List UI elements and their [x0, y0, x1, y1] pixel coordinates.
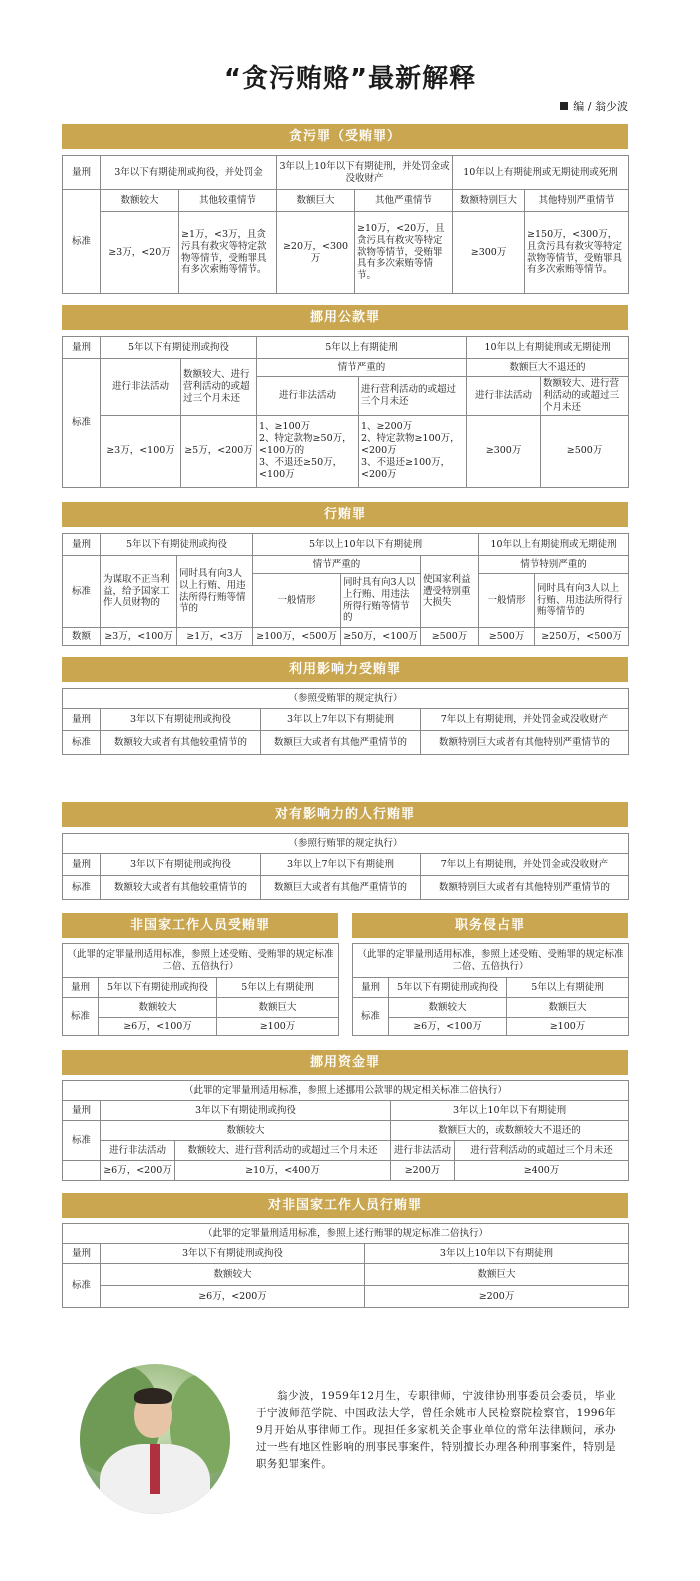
penalty-cell: 5年以上有期徒刑: [217, 978, 339, 998]
penalty-cell: 3年以上10年以下有期徒刑: [365, 1244, 629, 1264]
page-title: “贪污贿赂”最新解释: [223, 64, 477, 94]
criteria-cell: 数额较大: [101, 1264, 365, 1286]
misappropriation-table: [62, 336, 629, 488]
table-row: [63, 978, 339, 998]
value-cell: ≥300万: [453, 212, 525, 294]
section-header-embezzlement-by-employee: 职务侵占罪: [352, 913, 628, 938]
table-row: [63, 1101, 629, 1121]
value-cell: ≥500万: [541, 415, 629, 487]
criteria-cell: 同时具有向3人以上行贿、用违法所得行贿等情节的: [177, 556, 253, 628]
penalty-cell: 5年以上有期徒刑: [507, 978, 629, 998]
value-cell: 数额较大或者有其他较重情节的: [101, 731, 261, 755]
table-row: [63, 834, 629, 854]
row-header: 标准: [63, 876, 101, 900]
value-cell: ≥500万: [479, 628, 535, 646]
value-cell: ≥50万，<100万: [341, 628, 421, 646]
section-header-bribery: 行贿罪: [62, 502, 628, 527]
value-cell: 数额较大或者有其他较重情节的: [101, 876, 261, 900]
table-row: [63, 556, 629, 574]
penalty-cell: 3年以下有期徒刑或拘役: [101, 854, 261, 876]
row-header: 量刑: [63, 156, 101, 190]
criteria-cell: 一般情形: [253, 574, 341, 628]
value-cell: 1、≥200万 2、特定款物≥100万，<200万 3、不退还≥100万，<200万: [359, 415, 467, 487]
criteria-cell: 进行营利活动的或超过三个月未还: [359, 377, 467, 416]
row-header: 标准: [63, 190, 101, 294]
table-row: [63, 1018, 339, 1036]
bribing-non-state-table: [62, 1223, 629, 1308]
section-header-influence-bribery: 利用影响力受贿罪: [62, 657, 628, 682]
value-cell: ≥10万，<20万，且贪污具有救灾等特定款物等情节，受贿罪具有多次索贿等情节。: [355, 212, 453, 294]
value-cell: 数额特别巨大或者有其他特别严重情节的: [421, 731, 629, 755]
penalty-cell: 10年以上有期徒刑或无期徒刑: [479, 534, 629, 556]
penalty-cell: 5年以下有期徒刑或拘役: [99, 978, 217, 998]
value-cell: 数额巨大或者有其他严重情节的: [261, 731, 421, 755]
value-cell: 1、≥100万 2、特定款物≥50万，<100万的 3、不退还≥50万，<100万: [257, 415, 359, 487]
criteria-cell: 数额较大、进行营利活动的或超过三个月未还: [541, 377, 629, 416]
value-cell: ≥20万，<300万: [277, 212, 355, 294]
criteria-cell: 数额较大、进行营利活动的或超过三个月未还: [181, 359, 257, 416]
criteria-cell: 数额巨大: [277, 190, 355, 212]
table-row: [63, 359, 629, 377]
criteria-cell: 进行非法活动: [101, 359, 181, 416]
author-bio: [256, 1388, 616, 1473]
note-cell: （此罪的定罪量刑适用标准，参照上述受贿、受贿罪的规定标准二倍、五倍执行）: [63, 944, 339, 978]
non-state-bribery-table: [62, 943, 339, 1036]
photo-hair: [134, 1388, 172, 1404]
row-header: 量刑: [63, 1244, 101, 1264]
misappropriation-funds-table: [62, 1080, 629, 1181]
table-row: [63, 534, 629, 556]
penalty-cell: 5年以下有期徒刑或拘役: [101, 337, 257, 359]
criteria-cell: 进行营利活动的或超过三个月未还: [455, 1141, 629, 1161]
table-row: [63, 337, 629, 359]
group-cell: 数额巨大的，或数额较大不退还的: [391, 1121, 629, 1141]
value-cell: ≥1万，<3万: [177, 628, 253, 646]
table-row: [63, 1081, 629, 1101]
table-row: [63, 212, 629, 294]
criteria-cell: 进行非法活动: [257, 377, 359, 416]
criteria-cell: 数额较大: [99, 998, 217, 1018]
penalty-cell: 3年以上10年以下有期徒刑，并处罚金或没收财产: [277, 156, 453, 190]
table-row: [353, 1018, 629, 1036]
bribing-influential-table: [62, 833, 629, 900]
criteria-cell: 数额巨大: [217, 998, 339, 1018]
value-cell: ≥3万，<100万: [101, 415, 181, 487]
row-header: 数额: [63, 628, 101, 646]
criteria-cell: 使国家利益遭受特别重大损失: [421, 556, 479, 628]
embezzlement-table: [62, 155, 629, 294]
row-header: 量刑: [63, 854, 101, 876]
table-row: [63, 854, 629, 876]
value-cell: ≥5万，<200万: [181, 415, 257, 487]
row-header: 标准: [353, 998, 389, 1036]
group-cell: 情节严重的: [257, 359, 467, 377]
section-header-bribing-non-state: 对非国家工作人员行贿罪: [62, 1193, 628, 1218]
value-cell: ≥400万: [455, 1161, 629, 1181]
table-row: [63, 415, 629, 487]
penalty-cell: 5年以上有期徒刑: [257, 337, 467, 359]
group-cell: 情节严重的: [253, 556, 421, 574]
employee-embezzlement-table: [352, 943, 629, 1036]
section-header-misappropriation-funds: 挪用资金罪: [62, 1050, 628, 1075]
criteria-cell: 数额特别巨大: [453, 190, 525, 212]
penalty-cell: 5年以下有期徒刑或拘役: [389, 978, 507, 998]
row-header: 量刑: [63, 709, 101, 731]
section-header-misappropriation-public-funds: 挪用公款罪: [62, 305, 628, 330]
penalty-cell: 3年以上7年以下有期徒刑: [261, 709, 421, 731]
row-header: 量刑: [63, 978, 99, 998]
bribery-table: [62, 533, 629, 646]
value-cell: ≥3万，<20万: [101, 212, 179, 294]
penalty-cell: 3年以下有期徒刑或拘役: [101, 1244, 365, 1264]
table-row: [353, 978, 629, 998]
criteria-cell: 为谋取不正当利益，给予国家工作人员财物的: [101, 556, 177, 628]
table-row: [63, 1264, 629, 1286]
table-row: [63, 156, 629, 190]
value-cell: ≥3万，<100万: [101, 628, 177, 646]
table-row: [63, 190, 629, 212]
bio-text: 翁少波，1959年12月生，专职律师，宁波律协刑事委员会委员，毕业于宁波师范学院、中国政法大学，曾任余姚市人民检察院检察官，1996年9月开始从事律师工作。现担任多家机关企事业单位的常年法律顾问，承办过一些有地区性影响的刑事民事案件，特别擅长办理各种刑事案件，特别是职务犯罪案件。: [256, 1390, 616, 1470]
byline: [560, 98, 628, 114]
criteria-cell: 数额巨大: [365, 1264, 629, 1286]
value-cell: ≥100万: [507, 1018, 629, 1036]
value-cell: ≥200万: [365, 1286, 629, 1308]
table-row: [353, 944, 629, 978]
value-cell: ≥10万，<400万: [175, 1161, 391, 1181]
square-bullet-icon: [560, 102, 568, 110]
row-header: 量刑: [63, 534, 101, 556]
note-cell: （参照行贿罪的规定执行）: [63, 834, 629, 854]
penalty-cell: 5年以上10年以下有期徒刑: [253, 534, 479, 556]
criteria-cell: 数额巨大: [507, 998, 629, 1018]
influence-bribery-table: [62, 688, 629, 755]
table-row: [63, 1286, 629, 1308]
penalty-cell: 3年以下有期徒刑或拘役: [101, 1101, 391, 1121]
criteria-cell: 进行非法活动: [101, 1141, 175, 1161]
value-cell: ≥6万，<200万: [101, 1161, 175, 1181]
penalty-cell: 10年以上有期徒刑或无期徒刑: [467, 337, 629, 359]
note-cell: （此罪的定罪量刑适用标准，参照上述受贿、受贿罪的规定标准二倍、五倍执行）: [353, 944, 629, 978]
table-row: [63, 876, 629, 900]
table-row: [63, 731, 629, 755]
note-cell: （此罪的定罪量刑适用标准，参照上述挪用公款罪的规定相关标准二倍执行）: [63, 1081, 629, 1101]
row-header: 标准: [63, 731, 101, 755]
criteria-cell: 其他严重情节: [355, 190, 453, 212]
penalty-cell: 7年以上有期徒刑，并处罚金或没收财产: [421, 709, 629, 731]
table-row: [63, 998, 339, 1018]
row-header: 量刑: [63, 1101, 101, 1121]
table-row: [63, 1121, 629, 1141]
spacer-cell: [63, 1161, 101, 1181]
penalty-cell: 3年以下有期徒刑或拘役，并处罚金: [101, 156, 277, 190]
section-header-embezzlement: 贪污罪（受贿罪）: [62, 124, 628, 149]
value-cell: ≥100万: [217, 1018, 339, 1036]
penalty-cell: 10年以上有期徒刑或无期徒刑或死刑: [453, 156, 629, 190]
criteria-cell: 同时具有向3人以上行贿、用违法所得行贿等情节的: [535, 574, 629, 628]
row-header: 量刑: [353, 978, 389, 998]
value-cell: ≥200万: [391, 1161, 455, 1181]
photo-tie: [150, 1444, 160, 1494]
table-row: [63, 1141, 629, 1161]
value-cell: ≥300万: [467, 415, 541, 487]
row-header: 标准: [63, 1264, 101, 1308]
value-cell: ≥6万，<100万: [99, 1018, 217, 1036]
value-cell: ≥150万，<300万，且贪污具有救灾等特定款物等情节，受贿罪具有多次索贿等情节。: [525, 212, 629, 294]
row-header: 量刑: [63, 337, 101, 359]
group-cell: 情节特别严重的: [479, 556, 629, 574]
table-row: [63, 1161, 629, 1181]
value-cell: 数额特别巨大或者有其他特别严重情节的: [421, 876, 629, 900]
criteria-cell: 进行非法活动: [391, 1141, 455, 1161]
table-row: [63, 689, 629, 709]
table-row: [63, 709, 629, 731]
section-header-non-state-bribery: 非国家工作人员受贿罪: [62, 913, 338, 938]
group-cell: 数额较大: [101, 1121, 391, 1141]
penalty-cell: 7年以上有期徒刑，并处罚金或没收财产: [421, 854, 629, 876]
criteria-cell: 数额较大: [389, 998, 507, 1018]
value-cell: ≥1万，<3万，且贪污具有救灾等特定款物等情节，受贿罪具有多次索贿等情节。: [179, 212, 277, 294]
table-row: [63, 1224, 629, 1244]
row-header: 标准: [63, 998, 99, 1036]
row-header: 标准: [63, 359, 101, 488]
value-cell: ≥6万，<100万: [389, 1018, 507, 1036]
author-label: 编 / 翁少波: [573, 100, 628, 113]
row-header: 标准: [63, 1121, 101, 1161]
group-cell: 数额巨大不退还的: [467, 359, 629, 377]
value-cell: ≥100万，<500万: [253, 628, 341, 646]
note-cell: （参照受贿罪的规定执行）: [63, 689, 629, 709]
value-cell: ≥6万，<200万: [101, 1286, 365, 1308]
criteria-cell: 进行非法活动: [467, 377, 541, 416]
criteria-cell: 数额较大、进行营利活动的或超过三个月未还: [175, 1141, 391, 1161]
criteria-cell: 同时具有向3人以上行贿、用违法所得行贿等情节的: [341, 574, 421, 628]
value-cell: ≥500万: [421, 628, 479, 646]
table-row: [63, 1244, 629, 1264]
table-row: [63, 628, 629, 646]
criteria-cell: 一般情形: [479, 574, 535, 628]
note-cell: （此罪的定罪量刑适用标准，参照上述行贿罪的规定标准二倍执行）: [63, 1224, 629, 1244]
penalty-cell: 3年以下有期徒刑或拘役: [101, 709, 261, 731]
section-header-bribing-influential: 对有影响力的人行贿罪: [62, 802, 628, 827]
penalty-cell: 3年以上7年以下有期徒刑: [261, 854, 421, 876]
value-cell: ≥250万，<500万: [535, 628, 629, 646]
penalty-cell: 3年以上10年以下有期徒刑: [391, 1101, 629, 1121]
row-header: 标准: [63, 556, 101, 628]
criteria-cell: 数额较大: [101, 190, 179, 212]
table-row: [63, 944, 339, 978]
value-cell: 数额巨大或者有其他严重情节的: [261, 876, 421, 900]
penalty-cell: 5年以下有期徒刑或拘役: [101, 534, 253, 556]
criteria-cell: 其他特别严重情节: [525, 190, 629, 212]
table-row: [353, 998, 629, 1018]
author-photo: [80, 1364, 230, 1514]
criteria-cell: 其他较重情节: [179, 190, 277, 212]
